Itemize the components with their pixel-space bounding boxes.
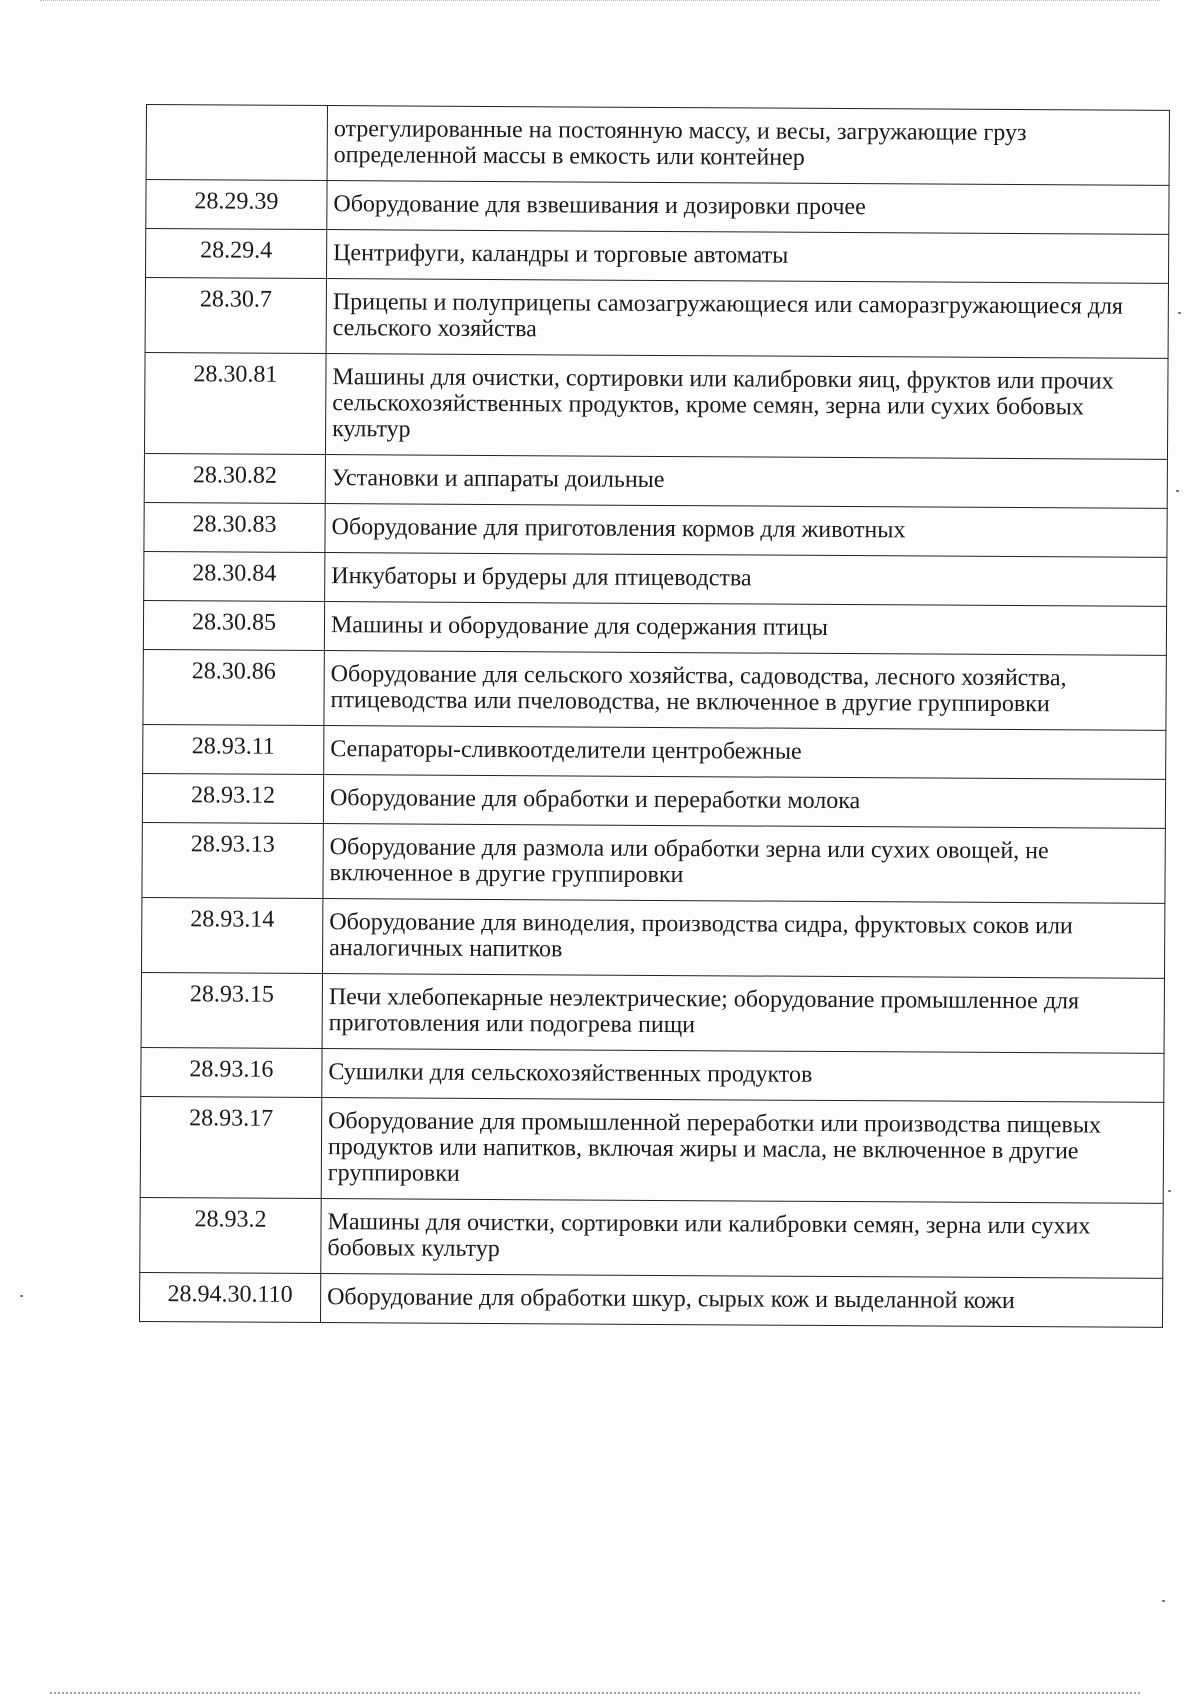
table-row bbox=[144, 551, 1167, 606]
code-cell: 28.29.4 bbox=[146, 229, 327, 279]
description-cell: Оборудование для виноделия, производства сидра, фруктовых соков или аналогичных напитков bbox=[322, 899, 1164, 979]
table-row bbox=[140, 1096, 1164, 1203]
scan-speck bbox=[1168, 1190, 1171, 1192]
code-cell: 28.30.85 bbox=[143, 600, 324, 650]
description-cell: Сушилки для сельскохозяйственных продуктов bbox=[322, 1049, 1164, 1103]
description-cell: Прицепы и полуприцепы самозагружающиеся или саморазгружающиеся для сельского хозяйства bbox=[326, 279, 1168, 359]
code-cell: 28.30.7 bbox=[145, 278, 326, 354]
table-row bbox=[143, 724, 1166, 779]
description-cell: Оборудование для обработки шкур, сырых кож и выделанной кожи bbox=[320, 1274, 1162, 1328]
code-cell: 28.93.17 bbox=[140, 1096, 322, 1198]
table-row bbox=[143, 649, 1166, 730]
table-row bbox=[144, 352, 1168, 459]
description-cell: отрегулированные на постоянную массу, и весы, загружающие груз определенной массы в емкость или контейнер bbox=[327, 106, 1169, 186]
description-cell: Центрифуги, каландры и торговые автоматы bbox=[326, 230, 1168, 284]
code-cell: 28.93.16 bbox=[141, 1047, 322, 1097]
code-cell: 28.93.14 bbox=[141, 897, 322, 973]
table-row bbox=[141, 897, 1164, 978]
code-cell: 28.29.39 bbox=[146, 180, 327, 230]
description-cell: Оборудование для взвешивания и дозировки прочее bbox=[327, 181, 1169, 235]
code-cell: 28.30.83 bbox=[144, 502, 325, 552]
scan-speck bbox=[1176, 490, 1179, 492]
scan-bottom-edge bbox=[50, 1692, 1140, 1696]
code-cell: 28.94.30.110 bbox=[139, 1272, 320, 1322]
code-cell: 28.30.81 bbox=[144, 352, 326, 454]
table-row bbox=[146, 105, 1169, 186]
description-cell: Оборудование для сельского хозяйства, садоводства, лесного хозяйства, птицеводства или пчеловодства, не включенное в другие группировки bbox=[324, 651, 1166, 731]
code-cell: 28.93.15 bbox=[141, 972, 322, 1048]
description-cell: Машины и оборудование для содержания птицы bbox=[324, 602, 1166, 656]
code-cell: 28.30.82 bbox=[144, 453, 325, 503]
table-body bbox=[139, 105, 1169, 1328]
table-row bbox=[144, 502, 1167, 557]
code-cell bbox=[146, 105, 327, 181]
code-cell: 28.30.86 bbox=[143, 649, 324, 725]
code-cell: 28.93.11 bbox=[143, 724, 324, 774]
description-cell: Оборудование для размола или обработки зерна или сухих овощей, не включенное в другие группировки bbox=[323, 824, 1165, 904]
table-row bbox=[139, 1272, 1162, 1327]
description-cell: Оборудование для приготовления кормов для животных bbox=[325, 504, 1167, 558]
table-row bbox=[146, 229, 1169, 284]
scan-speck bbox=[1178, 312, 1181, 314]
table-row bbox=[141, 1047, 1164, 1102]
table-row bbox=[141, 972, 1164, 1053]
table-row bbox=[146, 180, 1169, 235]
description-cell: Сепараторы-сливкоотделители центробежные bbox=[324, 726, 1166, 780]
scan-top-edge bbox=[40, 0, 1160, 3]
table-row bbox=[145, 278, 1168, 359]
table-row bbox=[143, 600, 1166, 655]
code-cell: 28.30.84 bbox=[144, 551, 325, 601]
description-cell: Установки и аппараты доильные bbox=[325, 455, 1167, 509]
description-cell: Печи хлебопекарные неэлектрические; оборудование промышленное для приготовления или подогрева пищи bbox=[322, 974, 1164, 1054]
code-cell: 28.93.12 bbox=[142, 773, 323, 823]
code-cell: 28.93.2 bbox=[140, 1197, 321, 1273]
description-cell: Машины для очистки, сортировки или калибровки семян, зерна или сухих бобовых культур bbox=[321, 1199, 1163, 1279]
description-cell: Оборудование для обработки и переработки молока bbox=[323, 775, 1165, 829]
description-cell: Инкубаторы и брудеры для птицеводства bbox=[325, 553, 1167, 607]
table-row bbox=[140, 1197, 1163, 1278]
table-row bbox=[142, 773, 1165, 828]
table-row bbox=[144, 453, 1167, 508]
okpd-codes-table bbox=[139, 104, 1170, 1328]
scan-speck bbox=[1162, 1600, 1165, 1602]
description-cell: Машины для очистки, сортировки или калибровки яиц, фруктов или прочих сельскохозяйственных продуктов, кроме семян, зерна или сухих бобовых культур bbox=[325, 354, 1168, 460]
description-cell: Оборудование для промышленной переработки или производства пищевых продуктов или напитков, включая жиры и масла, не включенное в другие группировки bbox=[321, 1098, 1164, 1204]
code-cell: 28.93.13 bbox=[142, 822, 323, 898]
scan-speck bbox=[20, 1295, 23, 1297]
table-row bbox=[142, 822, 1165, 903]
